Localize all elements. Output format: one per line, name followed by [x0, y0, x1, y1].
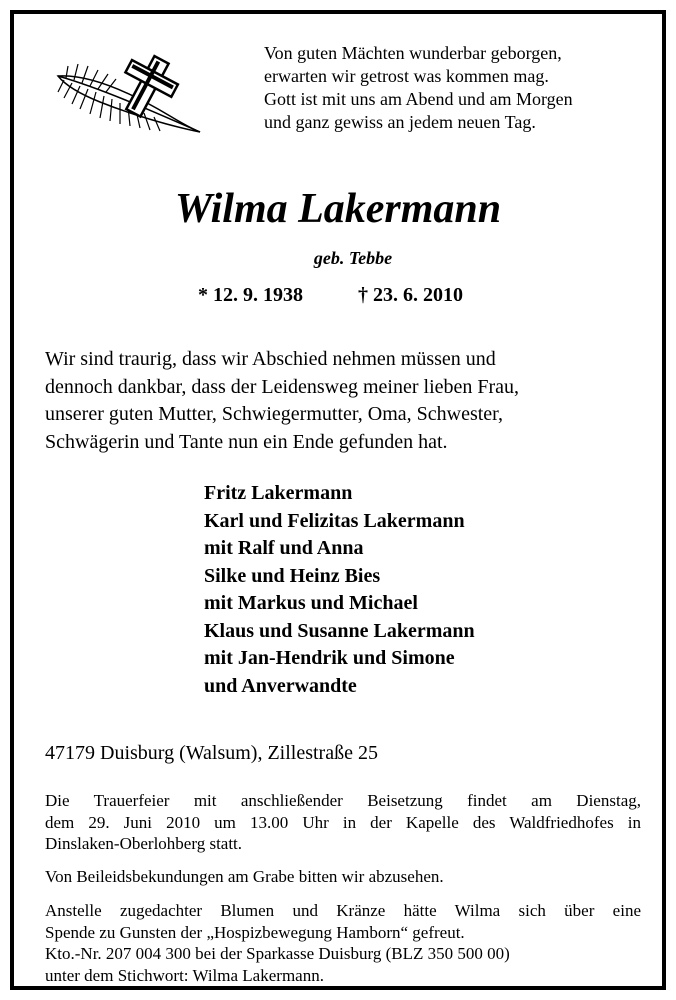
- family-list: [204, 480, 634, 700]
- life-dates: [198, 282, 518, 308]
- donation-line: Kto.-Nr. 207 004 300 bei der Sparkasse Duisburg (BLZ 350 500 00): [45, 944, 510, 963]
- family-member: Karl und Felizitas Lakermann: [204, 509, 465, 532]
- condolence-note: [45, 866, 641, 888]
- funeral-line: Dinslaken-Oberlohberg statt.: [45, 834, 243, 853]
- family-member: und Anverwandte: [204, 674, 357, 697]
- mourning-line: Schwägerin und Tante nun ein Ende gefunden hat.: [45, 430, 448, 453]
- verse-line: Von guten Mächten wunderbar geborgen,: [264, 43, 562, 63]
- mourning-line: Wir sind traurig, dass wir Abschied nehmen müssen und: [45, 348, 496, 370]
- donation-line: unter dem Stichwort: Wilma Lakermann.: [45, 965, 324, 985]
- address: 47179 Duisburg (Walsum), Zillestraße 25: [45, 742, 378, 764]
- verse-line: und ganz gewiss an jedem neuen Tag.: [264, 112, 536, 132]
- donation-line: Spende zu Gunsten der „Hospizbewegung Hamborn“ gefreut.: [45, 922, 465, 942]
- palm-leaf-cross-icon: [50, 54, 212, 134]
- birth-date: * 12. 9. 1938: [198, 284, 303, 306]
- family-member: Silke und Heinz Bies: [204, 564, 381, 587]
- funeral-line: dem 29. Juni 2010 um 13.00 Uhr in der Kapelle des Waldfriedhofes in: [45, 812, 641, 832]
- death-date: † 23. 6. 2010: [358, 284, 463, 306]
- verse-line: erwarten wir getrost was kommen mag.: [264, 66, 549, 86]
- mourning-text: [45, 346, 645, 456]
- donation-line: Anstelle zugedachter Blumen und Kränze hätte Wilma sich über eine: [45, 901, 641, 920]
- family-member: mit Ralf und Anna: [204, 537, 364, 559]
- funeral-info: [45, 790, 641, 855]
- mourning-line: dennoch dankbar, dass der Leidensweg meiner lieben Frau,: [45, 375, 520, 398]
- maiden-name: geb. Tebbe: [313, 248, 393, 268]
- family-member: mit Markus und Michael: [204, 592, 418, 614]
- mourning-line: unserer guten Mutter, Schwiegermutter, Oma, Schwester,: [45, 403, 504, 425]
- obituary-notice: [10, 10, 666, 990]
- deceased-name: Wilma Lakermann: [174, 186, 502, 232]
- condolence-line: Von Beileidsbekundungen am Grabe bitten wir abzusehen.: [45, 867, 444, 886]
- family-member: Klaus und Susanne Lakermann: [204, 619, 475, 642]
- family-member: mit Jan-Hendrik und Simone: [204, 647, 455, 669]
- bonhoeffer-verse: [264, 42, 644, 134]
- family-member: Fritz Lakermann: [204, 482, 353, 504]
- donation-info: [45, 900, 641, 986]
- verse-line: Gott ist mit uns am Abend und am Morgen: [264, 89, 573, 109]
- funeral-line: Die Trauerfeier mit anschließender Beisetzung findet am Dienstag,: [45, 791, 641, 810]
